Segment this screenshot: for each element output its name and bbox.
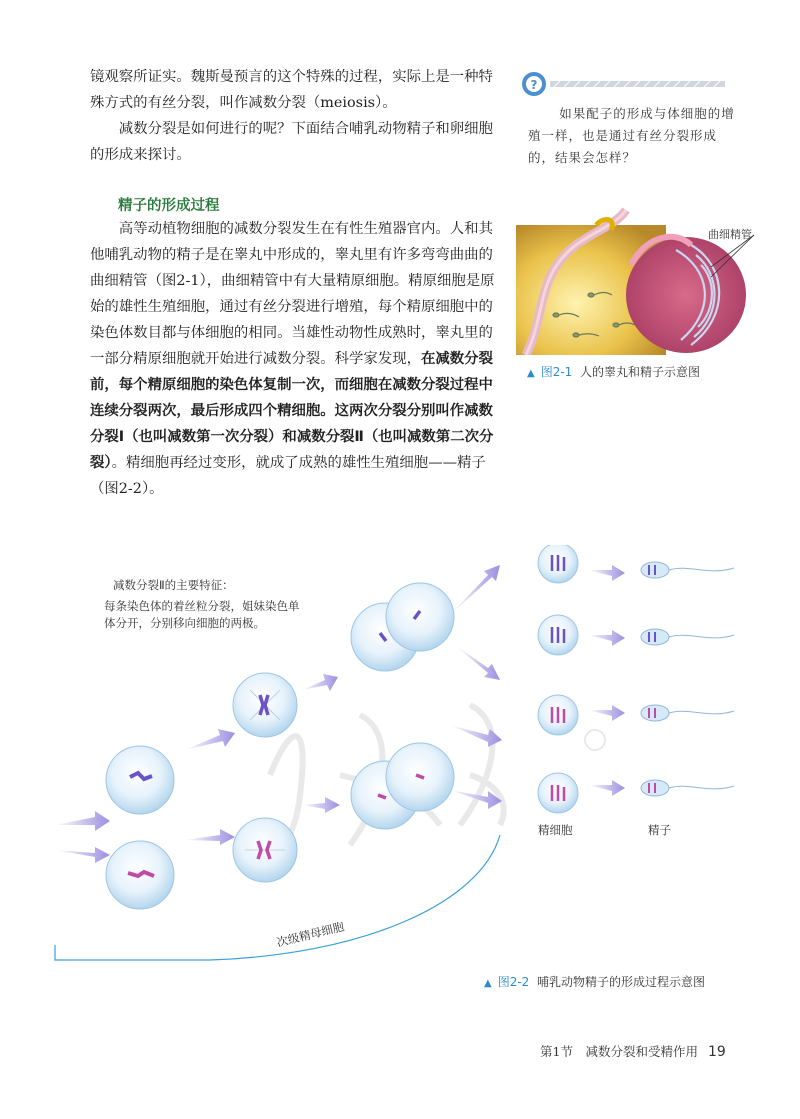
page-footer — [540, 1042, 726, 1060]
triangle-icon: ▲ — [484, 978, 492, 989]
label-spermatid: 精细胞 — [538, 823, 573, 837]
triangle-icon: ▲ — [527, 368, 535, 379]
page-number: 19 — [707, 1044, 726, 1060]
svg-text:?: ? — [530, 78, 538, 92]
intro-line2: 减数分裂是如何进行的呢？下面结合哺乳动物精子和卵细胞的形成来探讨。 — [90, 121, 493, 163]
question-icon — [520, 70, 730, 98]
cell-stage3 — [351, 583, 454, 829]
side-question: 如果配子的形成与体细胞的增殖一样，也是通过有丝分裂形成的，结果会怎样？ — [528, 106, 735, 165]
fig1-label: 曲细精管 — [708, 228, 752, 241]
intro-line1: 镜观察所证实。魏斯曼预言的这个特殊的过程，实际上是一种特殊方式的有丝分裂，叫作减数分裂（meiosis）。 — [90, 69, 493, 111]
body-bold: 在减数分裂前，每个精原细胞的染色体复制一次，而细胞在减数分裂过程中连续分裂两次，最后形成四个精细胞。这两次分裂分别叫作减数分裂Ⅰ（也叫减数第一次分裂）和减数分裂Ⅱ（也叫减数第二次分裂） — [90, 351, 494, 471]
fig2-feature-text: 每条染色体的着丝粒分裂，姐妹染色单体分开，分别移向细胞的两极。 — [104, 599, 300, 630]
fig1-caption: ▲ 图2-1 人的睾丸和精子示意图 — [527, 365, 700, 379]
label-secondary-spermatocyte: 次级精母细胞 — [275, 919, 346, 950]
label-sperm: 精子 — [648, 823, 671, 837]
intro-text — [90, 64, 500, 168]
footer-section: 第1节 减数分裂和受精作用 — [540, 1044, 698, 1059]
fig2-feature-title: 减数分裂Ⅱ的主要特征： — [113, 578, 234, 592]
sperm-cells — [641, 562, 734, 796]
fig2-caption: ▲ 图2-2 哺乳动物精子的形成过程示意图 — [484, 975, 705, 989]
section-heading: 精子的形成过程 — [118, 198, 220, 214]
spermatid-cells — [538, 545, 578, 813]
body-paragraph — [90, 216, 500, 502]
cell-stage1 — [106, 746, 174, 909]
cell-stage2 — [233, 673, 297, 882]
body-plain2: 。精细胞再经过变形，就成了成熟的雄性生殖细胞——精子（图2-2）。 — [90, 455, 486, 497]
body-plain1: 高等动植物细胞的减数分裂发生在有性生殖器官内。人和其他哺乳动物的精子是在睾丸中形成的，睾丸里有许多弯弯曲曲的曲细精管（图2-1），曲细精管中有大量精原细胞。精原细胞是原始的雄性生殖细胞，通过有丝分裂进行增殖，每个精原细胞中的染色体数目都与体细胞的相同。当雄性动物性成熟时，睾丸里的一部分精原细胞就开始进行减数分裂。科学家发现， — [90, 221, 495, 367]
